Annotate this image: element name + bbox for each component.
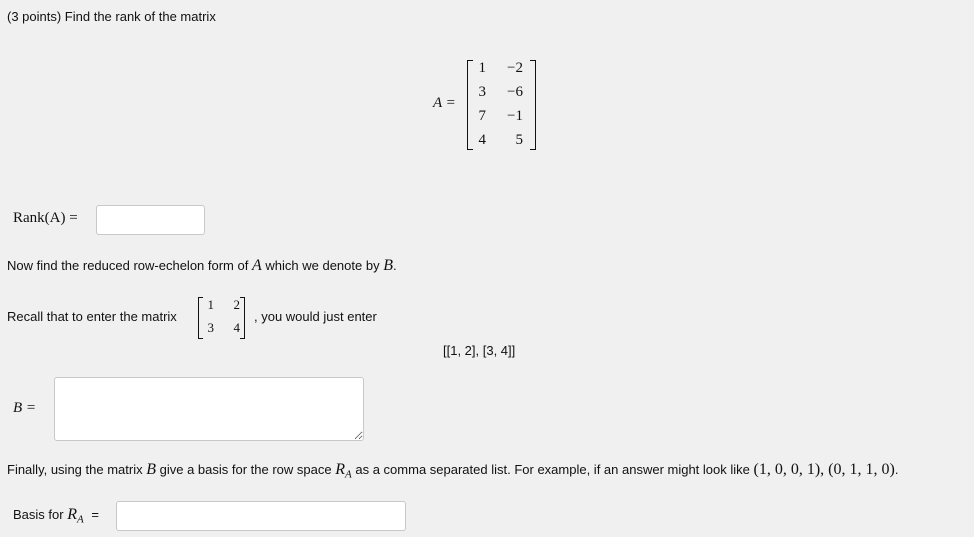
basis-var-r: R: [335, 461, 346, 478]
matrix-a-cell: −6: [507, 84, 523, 100]
example-cell: 2: [233, 297, 240, 312]
example-cell: 1: [207, 297, 214, 312]
example-cell: 3: [207, 320, 214, 335]
matrix-a-cell: 3: [478, 84, 486, 100]
basis-label-text: Basis for: [13, 507, 64, 522]
matrix-a-cell: 4: [478, 132, 486, 148]
basis-text1: Finally, using the matrix: [7, 462, 143, 477]
basis-example: (1, 0, 0, 1), (0, 1, 1, 0): [753, 461, 895, 478]
basis-text3: as a comma separated list. For example, if an answer might look like: [355, 462, 750, 477]
rref-period: .: [392, 258, 397, 273]
matrix-a-cell: 1: [478, 60, 486, 76]
rref-var-b: B: [383, 257, 393, 274]
problem-header: (3 points) Find the rank of the matrix: [7, 9, 216, 24]
rref-prompt: [7, 257, 397, 275]
b-label-text: B =: [13, 400, 37, 416]
matrix-a-cell: 5: [515, 132, 523, 148]
example-cell: 4: [233, 320, 240, 335]
basis-label-equals: =: [91, 507, 99, 522]
rref-text-before: Now find the reduced row-echelon form of: [7, 258, 249, 273]
rank-input[interactable]: [96, 205, 205, 235]
matrix-a-label: A =: [433, 95, 456, 111]
rank-label: Rank(A) =: [13, 210, 78, 226]
matrix-a-cell: −1: [507, 108, 523, 124]
rref-var-a: A: [251, 257, 262, 274]
recall-example-entry: [[1, 2], [3, 4]]: [443, 343, 516, 358]
basis-label-sub: A: [76, 513, 84, 526]
b-input[interactable]: [54, 377, 364, 441]
basis-sub: A: [345, 468, 352, 481]
basis-period: .: [894, 462, 899, 477]
example-right-bracket: [240, 297, 245, 339]
basis-label: [13, 506, 99, 526]
rref-text-middle: which we denote by: [265, 258, 380, 273]
basis-prompt: [7, 461, 898, 481]
basis-text2: give a basis for the row space: [159, 462, 332, 477]
matrix-a-cell: 7: [478, 108, 486, 124]
basis-var-b: B: [146, 461, 156, 478]
matrix-a-cell: −2: [507, 60, 523, 76]
basis-input[interactable]: [116, 501, 406, 531]
b-label: [13, 400, 36, 417]
matrix-a-right-bracket: [530, 60, 536, 150]
recall-text-after: , you would just enter: [254, 309, 377, 324]
recall-text-before: Recall that to enter the matrix: [7, 309, 177, 324]
basis-label-var: R: [67, 506, 77, 523]
